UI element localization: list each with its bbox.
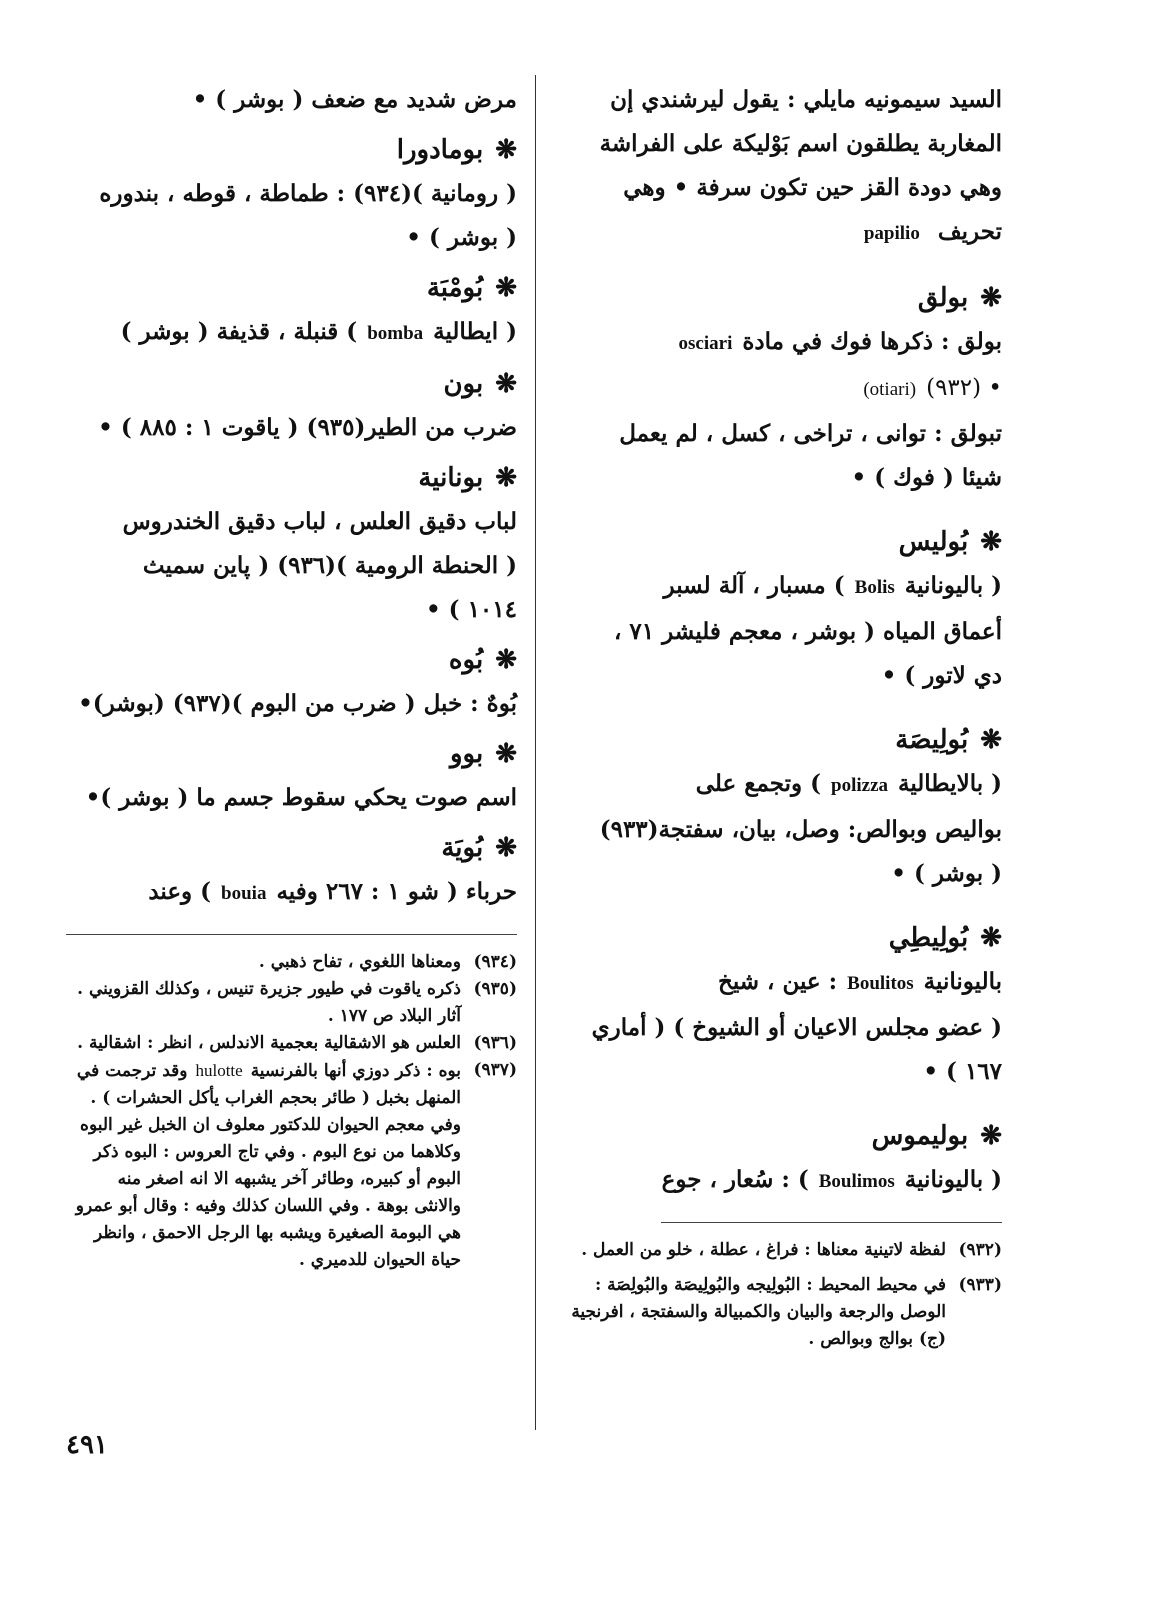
headword: ❋بومادورا (396, 135, 517, 165)
footnote: (٩٣٣) في محيط المحيط : البُولِيجه والبُولِيصَة والبُولِصَة : الوصل والرجعة والبيان والكمبيالة والسفتجة ، افرنجية (ج) بوالج وبوالص . (571, 1275, 1002, 1349)
footnote: (٩٣٦) العلس هو الاشقالية بعجمية الاندلس ، انظر : اشقالية . (77, 1033, 517, 1053)
intro-line-3: وهي دودة القز حين تكون سرفة • وهي (623, 174, 1002, 201)
definition-line: ١٠١٤ ) • (425, 596, 517, 623)
asterisk-icon: ❋ (495, 645, 517, 675)
definition-line: ( بالايطاليةpolizza) وتجمع على (695, 770, 1002, 797)
definition-line: دي لاتور ) • (881, 662, 1002, 689)
headword: ❋بُوه (448, 645, 517, 675)
asterisk-icon: ❋ (980, 725, 1002, 755)
asterisk-icon: ❋ (980, 527, 1002, 557)
footnote: (٩٣٥) ذكره ياقوت في طيور جزيرة تنيس ، وكذلك القزويني . آثار البلاد ص ١٧٧ . (77, 979, 517, 1026)
footnote: (٩٣٢) لفظة لاتينية معناها : فراغ ، عطلة ، خلو من العمل . (581, 1240, 1002, 1260)
column-divider (535, 75, 536, 1430)
definition-line: ( باليونانيةBolis) مسبار ، آلة لسبر (663, 572, 1002, 599)
entry-bolimos (565, 1114, 1002, 1204)
definition-line: ضرب من الطير(٩٣٥) ( ياقوت ١ : ٨٨٥ ) • (98, 414, 517, 441)
asterisk-icon: ❋ (980, 283, 1002, 313)
asterisk-icon: ❋ (495, 135, 517, 165)
intro-line-1: السيد سيمونيه مايلي : يقول ليرشندي إن (610, 86, 1002, 113)
asterisk-icon: ❋ (495, 739, 517, 769)
right-column (565, 78, 1002, 1353)
footnote-divider (661, 1222, 1002, 1223)
definition-line: ١٦٧ ) • (923, 1058, 1002, 1085)
headword: ❋بُولِيصَة (895, 725, 1002, 755)
entry-boliti (565, 916, 1002, 1094)
entry-bomba (66, 266, 517, 356)
asterisk-icon: ❋ (980, 1121, 1002, 1151)
headword: ❋بُولِيطِي (888, 923, 1002, 953)
definition-line: باليونانيةBoulitos: عين ، شيخ (717, 968, 1002, 995)
intro-line-4: تحريف papilio (863, 218, 1002, 245)
headword: ❋بوليموس (871, 1121, 1002, 1151)
entry-buw (66, 732, 517, 820)
headword: ❋بولق (917, 283, 1002, 313)
intro-line-2: المغاربة يطلقون اسم بَوْليكة على الفراشة (599, 130, 1002, 157)
asterisk-icon: ❋ (495, 273, 517, 303)
asterisk-icon: ❋ (495, 463, 517, 493)
entry-bon (66, 362, 517, 450)
headword: ❋بون (443, 369, 517, 399)
definition-line: ( بوشر ) • (891, 860, 1002, 887)
headword: ❋بونانية (418, 463, 517, 493)
entry-bolq (565, 276, 1002, 500)
entry-bolisa (565, 718, 1002, 896)
definition-line: ( عضو مجلس الاعيان أو الشيوخ ) ( أماري (591, 1014, 1002, 1041)
footnote: (٩٣٤) ومعناها اللغوي ، تفاح ذهبي . (258, 952, 517, 972)
entry-buya (66, 826, 517, 916)
definition-line: بواليص وبوالص: وصل، بيان، سفتجة(٩٣٣) (599, 816, 1002, 843)
definition-line: ( بوشر ) • (406, 224, 517, 251)
definition-line: اسم صوت يحكي سقوط جسم ما ( بوشر )• (85, 784, 517, 811)
asterisk-icon: ❋ (495, 833, 517, 863)
definition-line: ( الحنطة الرومية )(٩٣٦) ( پاين سميث (142, 552, 517, 579)
definition-line: حرباء ( شو ١ : ٢٦٧ وفيهbouia) وعند (148, 878, 517, 905)
page-number: ٤٩١ (66, 1430, 108, 1460)
definition-line: تبولق : توانى ، تراخى ، كسل ، لم يعمل (619, 420, 1002, 447)
asterisk-icon: ❋ (980, 923, 1002, 953)
left-column (66, 78, 517, 1274)
footnote-divider (66, 934, 517, 935)
entry-bolis (565, 520, 1002, 698)
headword: ❋بُوليس (898, 527, 1002, 557)
definition-line: ( رومانية )(٩٣٤) : طماطة ، قوطه ، بندوره (99, 180, 517, 207)
definition-line: ( باليونانيةBoulimos) : سُعار ، جوع (661, 1166, 1002, 1193)
footnote: (٩٣٧) بوه : ذكر دوزي أنها بالفرنسيةhulotteوقد ترجمت في المنهل بخبل ( طائر بحجم الغراب يأكل الحشرات ) . وفي معجم الحيوان للدكتور معلوف ان الخبل غير البوه وكلاهما من نوع البوم . وفي تاج العروس : البوه ذكر البوم أو كبيره، وطائر آخر يشبهه الا انه اصغر منه والانثى بوهة . وفي اللسان كذلك وفيه : وقال أبو عمرو هي البومة الصغيرة ويشبه بها الرجل الاحمق ، وانظر حياة الحيوان للدميري . (75, 1060, 517, 1270)
intro-line: مرض شديد مع ضعف ( بوشر ) • (192, 86, 517, 113)
definition-line: أعماق المياه ( بوشر ، معجم فليشر ٧١ ، (613, 618, 1002, 645)
entry-bomadora (66, 128, 517, 260)
headword: ❋بُومْبَة (426, 273, 517, 303)
definition-line: بُوهٌ : خبل ( ضرب من البوم )(٩٣٧) (بوشر)• (78, 690, 517, 717)
asterisk-icon: ❋ (495, 369, 517, 399)
definition-line: ( ايطاليةbomba) قنبلة ، قذيفة ( بوشر ) (120, 318, 517, 345)
entry-bonaniya (66, 456, 517, 632)
headword: ❋بوو (449, 739, 517, 769)
entry-buh (66, 638, 517, 726)
definition-line: • (٩٣٢)(otiari) (863, 375, 1002, 401)
definition-line: شيئا ( فوك ) • (851, 464, 1002, 491)
headword: ❋بُويَة (441, 833, 517, 863)
definition-line: بولق : ذكرها فوك في مادةosciari (678, 328, 1002, 355)
definition-line: لباب دقيق العلس ، لباب دقيق الخندروس (122, 508, 517, 535)
